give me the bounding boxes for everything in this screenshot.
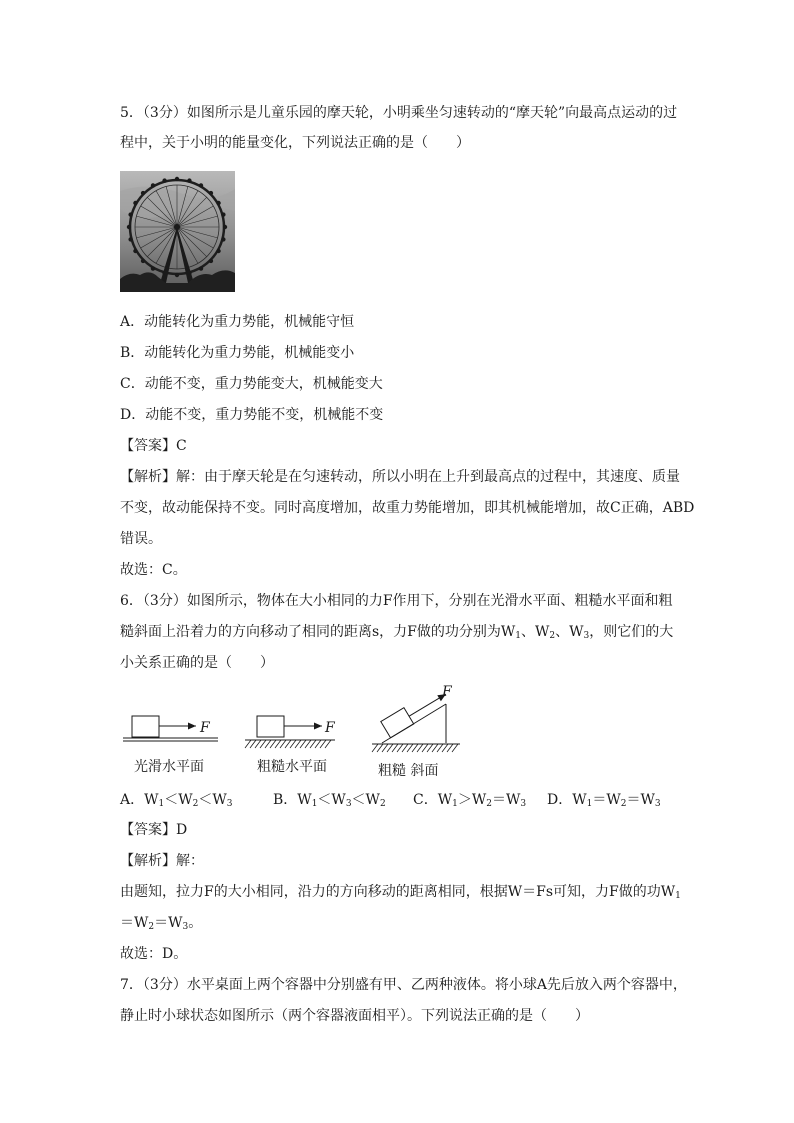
q5-answer: 【答案】C (120, 438, 187, 454)
q6-analysis-line1 (120, 882, 681, 902)
subscript: 2 (192, 799, 199, 809)
rough-surface-label: 粗糙水平面 (257, 759, 327, 775)
q5-stem-line1: 5．（3分）如图所示是儿童乐园的摩天轮，小明乘坐匀速转动的“摩天轮”向最高点运动的过 (120, 105, 678, 121)
subscript: 3 (654, 799, 661, 809)
force-label: F (200, 720, 210, 736)
subscript: 2 (486, 799, 492, 809)
subscript: 3 (345, 799, 352, 809)
q6-option-a (120, 790, 232, 810)
q5-option-b: B．动能转化为重力势能，机械能变小 (120, 345, 355, 361)
option-text: A．W (120, 792, 159, 808)
q5-analysis-line2: 不变，故动能保持不变。同时高度增加，故重力势能增加，即其机械能增加，故C正确，ABD (120, 500, 695, 516)
subscript: 1 (675, 891, 681, 901)
subscript: 1 (586, 799, 593, 809)
analysis-text: ＝W (154, 915, 183, 931)
subscript: 3 (182, 922, 189, 932)
q5-option-a: A．动能转化为重力势能，机械能守恒 (120, 314, 355, 330)
subscript: 1 (515, 631, 522, 641)
subscript: 3 (520, 799, 527, 809)
rough-incline-figure (372, 684, 460, 779)
q6-stem-text: 、W (521, 624, 550, 640)
option-text: ＝W (626, 792, 655, 808)
analysis-text: 。 (188, 915, 203, 931)
rough-incline-label: 粗糙 斜面 (378, 763, 439, 779)
option-text: ＝W (491, 792, 521, 808)
q5-analysis-line1: 【解析】解：由于摩天轮是在匀速转动，所以小明在上升到最高点的过程中，其速度、质量 (120, 469, 680, 485)
q6-stem-text: 糙斜面上沿着力的方向移动了相同的距离s，力F做的功分别为W (120, 624, 516, 640)
option-text: ＞W (457, 792, 487, 808)
q5-option-c: C．动能不变，重力势能变大，机械能变大 (120, 376, 383, 392)
option-text: ＜W (198, 792, 227, 808)
q6-option-d (547, 790, 661, 810)
rough-surface-figure (245, 716, 336, 775)
subscript: 1 (452, 799, 458, 809)
q6-option-b (273, 790, 386, 810)
q5-stem-line2: 程中，关于小明的能量变化，下列说法正确的是（ ） (120, 135, 470, 151)
q5-choice: 故选：C。 (120, 562, 187, 578)
subscript: 2 (148, 922, 155, 932)
q6-stem-line2 (120, 622, 673, 642)
subscript: 1 (311, 799, 318, 809)
q7-stem-line1: 7．（3分）水平桌面上两个容器中分别盛有甲、乙两种液体。将小球A先后放入两个容器中， (120, 977, 687, 993)
smooth-surface-figure (123, 716, 218, 775)
force-diagram (120, 682, 465, 782)
analysis-text: ＝W (120, 915, 149, 931)
ferris-wheel-photo (120, 171, 235, 292)
q6-option-c (413, 790, 526, 810)
q6-analysis-label: 【解析】解： (120, 853, 204, 869)
subscript: 2 (549, 631, 556, 641)
q6-stem-text: ，则它们的大 (589, 624, 674, 640)
option-text: ＝W (592, 792, 621, 808)
subscript: 3 (226, 799, 233, 809)
q5-analysis-line3: 错误。 (120, 531, 162, 547)
q6-stem-line3: 小关系正确的是（ ） (120, 655, 274, 671)
force-label: F (325, 720, 335, 736)
q6-stem-text: 、W (555, 624, 584, 640)
option-text: B．W (273, 792, 312, 808)
subscript: 1 (158, 799, 165, 809)
option-text: ＜W (317, 792, 346, 808)
q6-analysis-line2 (120, 913, 202, 933)
option-text: D．W (547, 792, 587, 808)
q5-option-d: D．动能不变，重力势能不变，机械能不变 (120, 407, 384, 423)
option-text: ＜W (164, 792, 193, 808)
subscript: 2 (620, 799, 627, 809)
subscript: 3 (583, 631, 590, 641)
q6-answer: 【答案】D (120, 822, 188, 838)
subscript: 2 (379, 799, 386, 809)
q7-stem-line2: 静止时小球状态如图所示（两个容器液面相平）。下列说法正确的是（ ） (120, 1008, 589, 1024)
smooth-surface-label: 光滑水平面 (134, 759, 204, 775)
analysis-text: 由题知，拉力F的大小相同，沿力的方向移动的距离相同，根据W＝Fs可知，力F做的功W (120, 884, 676, 900)
option-text: C．W (413, 792, 453, 808)
force-label: F (442, 684, 452, 700)
q6-stem-line1: 6．（3分）如图所示，物体在大小相同的力F作用下，分别在光滑水平面、粗糙水平面和粗 (120, 593, 673, 609)
q6-choice: 故选：D。 (120, 946, 188, 962)
option-text: ＜W (351, 792, 380, 808)
